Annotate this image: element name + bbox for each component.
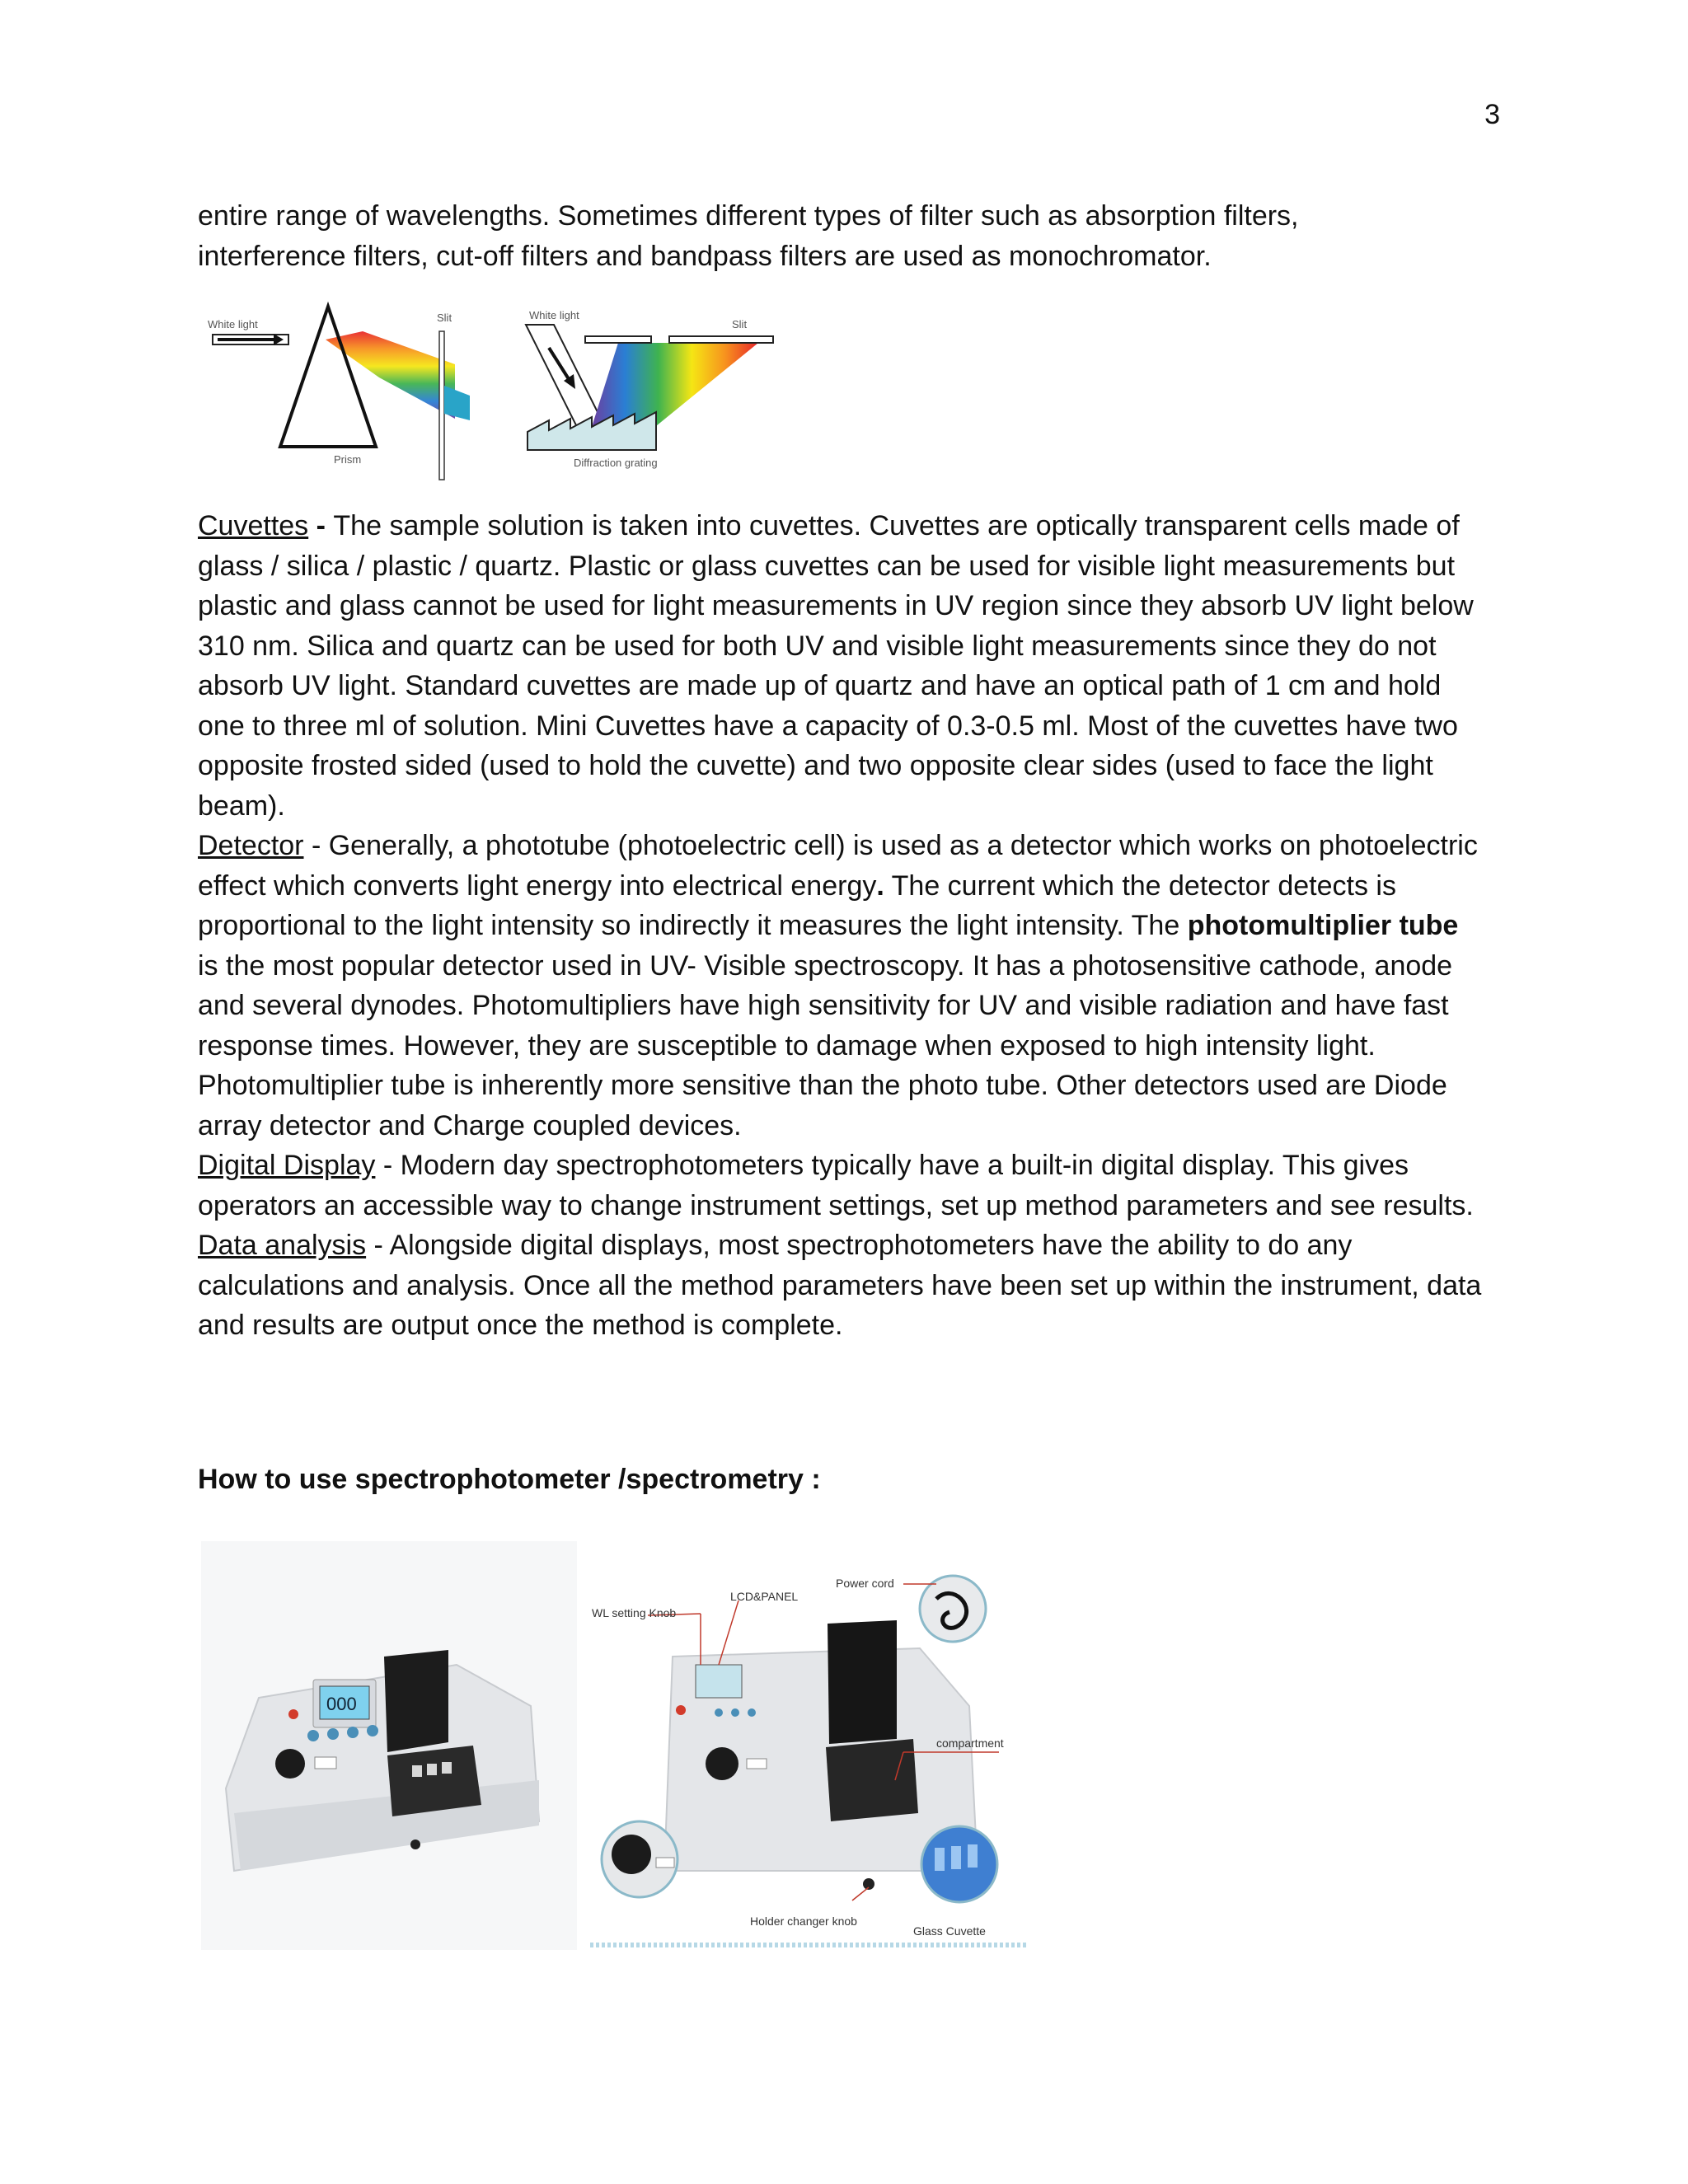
- holder-knob-label: Holder changer knob: [750, 1915, 857, 1928]
- prism-slit: [439, 331, 444, 480]
- holder-changer-knob[interactable]: [410, 1840, 420, 1849]
- grating-slit-label: Slit: [732, 318, 748, 330]
- lcd-readout: 000: [326, 1694, 357, 1714]
- glass-cuvette-label: Glass Cuvette: [913, 1924, 986, 1938]
- spectrophotometer-photo: [201, 1541, 577, 1950]
- digital-display-text: - Modern day spectrophotometers typically have a built-in digital display. This gives operators an accessible way to change instrument settings, set up method parameters and see results.: [198, 1150, 1474, 1221]
- power-button[interactable]: [288, 1709, 298, 1719]
- cuvettes-term: Cuvettes: [198, 510, 309, 541]
- labeled-spectrophotometer-photo: [590, 1541, 1027, 1953]
- slit-output-beam: [444, 386, 470, 420]
- cuvette-slot-1: [412, 1765, 422, 1777]
- cuvette-icon-1: [935, 1848, 945, 1871]
- prism-shape: [280, 307, 376, 447]
- power-cord-label: Power cord: [836, 1577, 894, 1590]
- control-button-2[interactable]: [327, 1728, 339, 1740]
- detector-bold-term: photomultiplier tube: [1187, 910, 1459, 941]
- wl-knob-label: WL setting Knob: [592, 1606, 677, 1619]
- digital-display-term: Digital Display: [198, 1150, 376, 1181]
- detector-paragraph: [198, 826, 1484, 1146]
- instrument2-wl-knob[interactable]: [706, 1747, 738, 1780]
- instrument2-button-3[interactable]: [748, 1708, 756, 1717]
- detector-bold-period: .: [876, 869, 884, 902]
- knob-inset-icon: [612, 1835, 651, 1874]
- detector-term: Detector: [198, 830, 304, 861]
- prism-white-light-label: White light: [208, 318, 258, 330]
- cuvette-slot-3: [442, 1762, 452, 1774]
- prism-spectrum: [326, 331, 455, 419]
- cuvette-icon-3: [968, 1844, 978, 1868]
- data-analysis-term: Data analysis: [198, 1230, 367, 1261]
- wavelength-knob[interactable]: [275, 1749, 305, 1779]
- monochromator-figure: [198, 297, 791, 486]
- digital-display-paragraph: [198, 1146, 1484, 1226]
- instrument2-compartment: [826, 1739, 918, 1821]
- grating-label: Diffraction grating: [574, 457, 658, 469]
- grating-white-light-label: White light: [529, 309, 579, 321]
- intro-paragraph: [198, 196, 1484, 276]
- power-cord-inset: [920, 1576, 986, 1642]
- instrument2-wl-window: [747, 1759, 767, 1769]
- detector-text-3: is the most popular detector used in UV- Visible spectroscopy. It has a photosensitive cathode, anode and several dynodes. Photomultipliers have high sensitivity for UV and visible radiation and have fast response times. However, they are susceptible to damage when exposed to high intensity light. Photomultiplier tube is inherently more sensitive than the photo tube. Other detectors used are Diode array detector and Charge coupled devices.: [198, 949, 1453, 1141]
- body-paragraphs: [198, 506, 1484, 1346]
- prism-label: Prism: [334, 453, 362, 466]
- knob-inset-window: [656, 1858, 674, 1868]
- cuvette-icon-2: [951, 1846, 961, 1869]
- compartment-label: compartment: [936, 1736, 1004, 1750]
- grating-diagram: [526, 309, 773, 469]
- page-number: 3: [1484, 99, 1500, 130]
- cuvette-slot-2: [427, 1764, 437, 1775]
- detector-text-2: The current which the detector detects is proportional to the light intensity so indirectly it measures the light intensity. The: [198, 869, 1396, 941]
- control-button-3[interactable]: [347, 1727, 359, 1738]
- control-button-1[interactable]: [307, 1730, 319, 1741]
- intro-line-1: entire range of wavelengths. Sometimes different types of filter such as absorption filters,: [198, 200, 1299, 232]
- cuvettes-separator: -: [308, 510, 334, 541]
- section-heading: How to use spectrophotometer /spectrometry :: [198, 1464, 821, 1495]
- grating-slit-left: [585, 336, 651, 343]
- data-analysis-paragraph: [198, 1226, 1484, 1346]
- instrument2-power-button[interactable]: [676, 1705, 686, 1715]
- cuvettes-text: The sample solution is taken into cuvettes. Cuvettes are optically transparent cells made of glass / silica / plastic / quartz. Plastic or glass cuvettes can be used for visible light measurements but plastic and glass cannot be used for light measurements in UV region since they absorb UV light below 310 nm. Silica and quartz can be used for both UV and visible light measurements since they do not absorb UV light. Standard cuvettes are made up of quartz and have an optical path of 1 cm and hold one to three ml of solution. Mini Cuvettes have a capacity of 0.3-0.5 ml. Most of the cuvettes have two opposite frosted sided (used to hold the cuvette) and two opposite clear sides (used to face the light beam).: [198, 510, 1474, 822]
- wavelength-window: [315, 1757, 336, 1769]
- lcd-panel-label: LCD&PANEL: [730, 1590, 799, 1603]
- data-analysis-text: - Alongside digital displays, most spectrophotometers have the ability to do any calculations and analysis. Once all the method parameters have been set up within the instrument, data and results are output once the method is complete.: [198, 1230, 1482, 1341]
- instrument2-lcd: [696, 1665, 742, 1698]
- control-button-4[interactable]: [367, 1725, 378, 1736]
- detector-text-1: - Generally, a phototube (photoelectric cell) is used as a detector which works on photoelectric effect which converts light energy into electrical energy: [198, 830, 1478, 902]
- prism-slit-label: Slit: [437, 312, 452, 324]
- instrument2-lid[interactable]: [828, 1620, 897, 1744]
- sample-compartment: [387, 1746, 481, 1816]
- instrument2-button-2[interactable]: [731, 1708, 739, 1717]
- grating-slit-right: [669, 336, 773, 343]
- compartment-lid[interactable]: [384, 1650, 448, 1752]
- prism-diagram: [208, 307, 470, 480]
- cuvettes-paragraph: [198, 506, 1484, 826]
- intro-line-2: interference filters, cut-off filters and bandpass filters are used as monochromator.: [198, 240, 1212, 272]
- instrument2-button-1[interactable]: [715, 1708, 723, 1717]
